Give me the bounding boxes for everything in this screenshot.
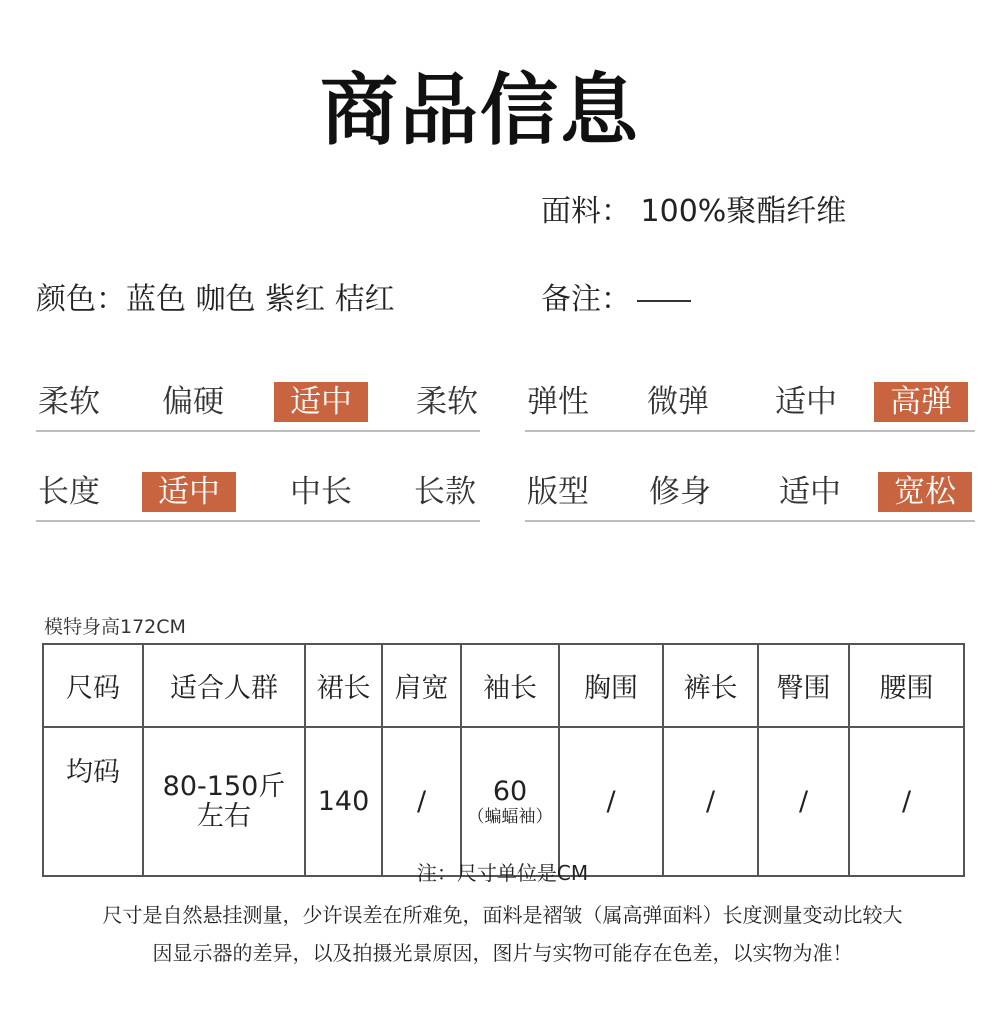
disclaimer-line-1: 尺寸是自然悬挂测量，少许误差在所难免，面料是褶皱（属高弹面料）长度测量变动比较大: [102, 903, 903, 927]
attr-name: 长度: [38, 474, 100, 510]
table-header: 腰围: [849, 644, 964, 727]
table-header: 裙长: [305, 644, 382, 727]
table-header: 袖长: [461, 644, 559, 727]
table-header-row: [43, 644, 964, 727]
sleeve-value: 60: [492, 775, 528, 807]
disclaimer-line-2: 因显示器的差异，以及拍摄光景原因，图片与实物可能存在色差，以实物为准！: [152, 941, 853, 965]
fabric-info: 面料： 100%聚酯纤维: [541, 194, 847, 229]
table-cell: 80-150斤 左右: [143, 727, 305, 876]
attr-row-softness: [36, 378, 480, 432]
attr-option-selected: 高弹: [874, 382, 968, 422]
attr-option: 微弹: [647, 384, 709, 420]
attr-option: 柔软: [416, 384, 478, 420]
attr-option: 长款: [414, 474, 476, 510]
attr-option: 修身: [649, 474, 711, 510]
attr-name: 弹性: [527, 384, 589, 420]
table-header: 臀围: [758, 644, 849, 727]
attr-option: 偏硬: [162, 384, 224, 420]
table-cell: /: [663, 727, 758, 876]
table-cell: 均码: [43, 727, 143, 876]
attr-name: 柔软: [38, 384, 100, 420]
remark-dash: [637, 300, 691, 302]
attr-option-selected: 宽松: [878, 472, 972, 512]
table-header: 胸围: [559, 644, 663, 727]
table-cell: /: [758, 727, 849, 876]
size-table: [42, 643, 965, 877]
attr-option: 中长: [290, 474, 352, 510]
table-header: 适合人群: [143, 644, 305, 727]
remark-label: 备注：: [541, 282, 631, 317]
table-header: 肩宽: [382, 644, 461, 727]
table-row: [43, 727, 964, 876]
table-cell: /: [559, 727, 663, 876]
table-header: 尺码: [43, 644, 143, 727]
page-title: 商品信息: [319, 66, 640, 156]
attr-option: 适中: [775, 384, 837, 420]
table-cell: /: [849, 727, 964, 876]
attr-name: 版型: [527, 474, 589, 510]
attr-option: 适中: [779, 474, 841, 510]
attr-option-selected: 适中: [142, 472, 236, 512]
unit-note: 注：尺寸单位是CM: [416, 861, 589, 885]
color-info: 颜色：蓝色 咖色 紫红 桔红: [36, 282, 395, 317]
model-height: 模特身高172CM: [44, 616, 186, 638]
attr-row-length: [36, 468, 480, 522]
attr-row-elasticity: [525, 378, 975, 432]
attr-option-selected: 适中: [274, 382, 368, 422]
table-cell: /: [382, 727, 461, 876]
table-header: 裤长: [663, 644, 758, 727]
table-cell: 140: [305, 727, 382, 876]
attr-row-fit: [525, 468, 975, 522]
sleeve-note: （蝙蝠袖）: [467, 806, 553, 827]
remark-info: [541, 274, 691, 318]
table-cell-sleeve: [461, 727, 559, 876]
